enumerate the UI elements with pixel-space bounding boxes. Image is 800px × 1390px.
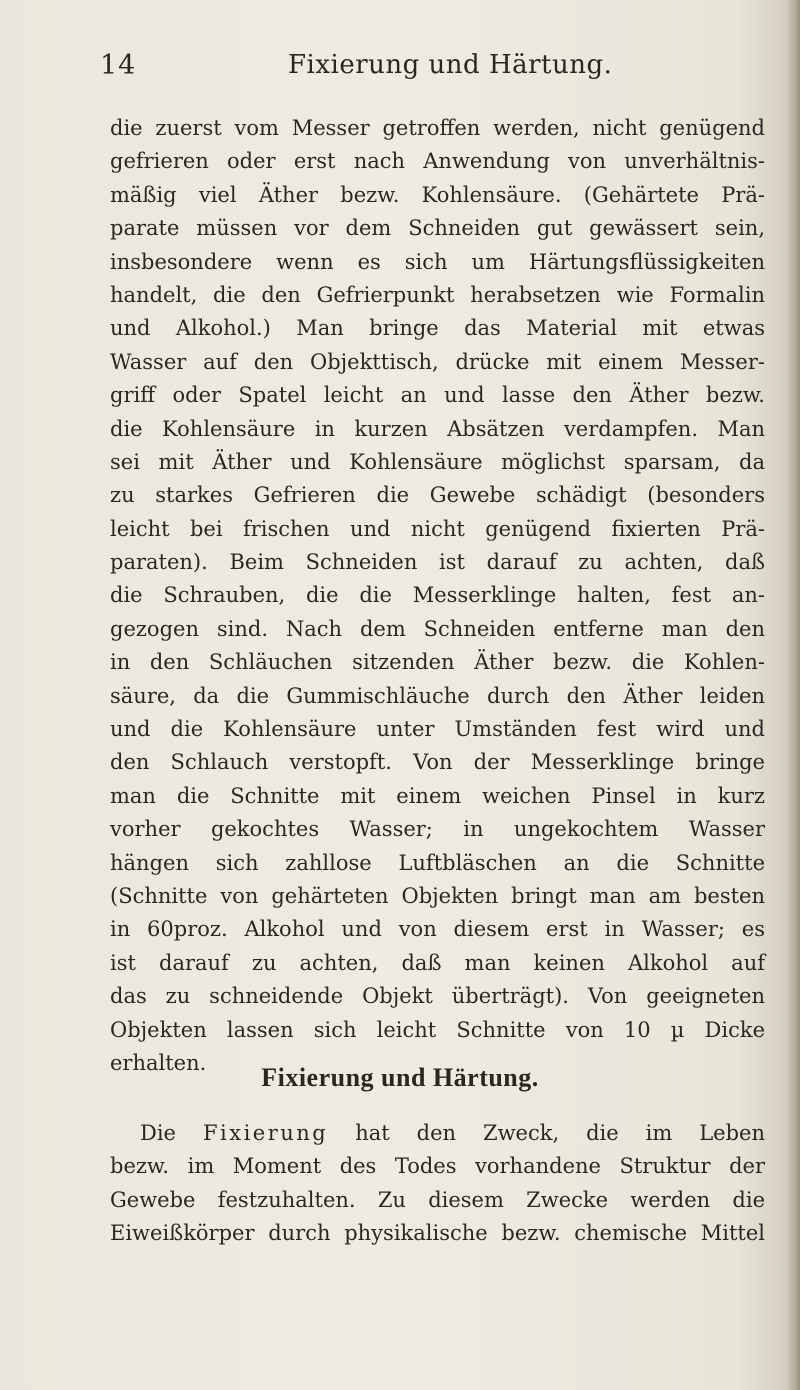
text-line: und die Kohlensäure unter Umständen fest wird und [110,717,765,742]
text-fragment: hat den Zweck, die im Leben [328,1121,765,1145]
text-line: zu starkes Gefrieren die Gewebe schädigt (besonders [110,483,765,508]
text-line: bezw. im Moment des Todes vorhandene Struktur der [110,1154,765,1179]
paragraph-1 [110,112,765,1080]
text-line: handelt, die den Gefrierpunkt herabsetzen wie Formalin [110,282,765,307]
page-header [100,50,740,90]
text-line: leicht bei frischen und nicht genügend fixierten Prä- [110,516,765,541]
text-line: die Kohlensäure in kurzen Absätzen verdampfen. Man [110,416,765,441]
text-line: gefrieren oder erst nach Anwendung von unverhältnis- [110,149,765,174]
text-line: mäßig viel Äther bezw. Kohlensäure. (Gehärtete Prä- [110,182,765,207]
running-title: Fixierung und Härtung. [288,50,613,80]
page-number: 14 [100,50,137,81]
text-line: parate müssen vor dem Schneiden gut gewässert sein, [110,216,765,241]
text-line: in 60proz. Alkohol und von diesem erst in Wasser; es [110,917,765,942]
text-line: die Schrauben, die die Messerklinge halten, fest an- [110,583,765,608]
text-line: (Schnitte von gehärteten Objekten bringt man am besten [110,883,765,908]
text-line: Gewebe festzuhalten. Zu diesem Zwecke werden die [110,1187,765,1212]
text-line: hängen sich zahllose Luftbläschen an die Schnitte [110,850,765,875]
text-line: ist darauf zu achten, daß man keinen Alkohol auf [110,950,765,975]
paragraph-2 [110,1117,765,1251]
text-line: Objekten lassen sich leicht Schnitte von 10 µ Dicke [110,1017,765,1042]
emphasized-term: Fixierung [202,1121,329,1145]
text-line: die zuerst vom Messer getroffen werden, nicht genügend [110,116,765,140]
text-line: man die Schnitte mit einem weichen Pinsel in kurz [110,783,765,808]
text-line: paraten). Beim Schneiden ist darauf zu achten, daß [110,550,765,575]
text-line: vorher gekochtes Wasser; in ungekochtem Wasser [110,817,765,842]
text-line: das zu schneidende Objekt überträgt). Von geeigneten [110,984,765,1009]
text-line: gezogen sind. Nach dem Schneiden entferne man den [110,616,765,641]
page-edge-shadow [786,0,800,1390]
section-heading: Fixierung und Härtung. [261,1063,539,1092]
text-line: Eiweißkörper durch physikalische bezw. chemische Mittel [110,1221,765,1246]
text-line: den Schlauch verstopft. Von der Messerklinge bringe [110,750,765,775]
text-line: insbesondere wenn es sich um Härtungsflüssigkeiten [110,249,765,274]
text-line: griff oder Spatel leicht an und lasse den Äther bezw. [110,383,765,408]
text-fragment: Die [140,1121,203,1145]
text-line: und Alkohol.) Man bringe das Material mit etwas [110,316,765,341]
text-line [110,1117,765,1150]
text-line: sei mit Äther und Kohlensäure möglichst sparsam, da [110,449,765,474]
text-line: in den Schläuchen sitzenden Äther bezw. die Kohlen- [110,650,765,675]
text-line: Wasser auf den Objekttisch, drücke mit einem Messer- [110,349,765,374]
text-line: erhalten. [110,1050,207,1075]
text-line: säure, da die Gummischläuche durch den Äther leiden [110,683,765,708]
